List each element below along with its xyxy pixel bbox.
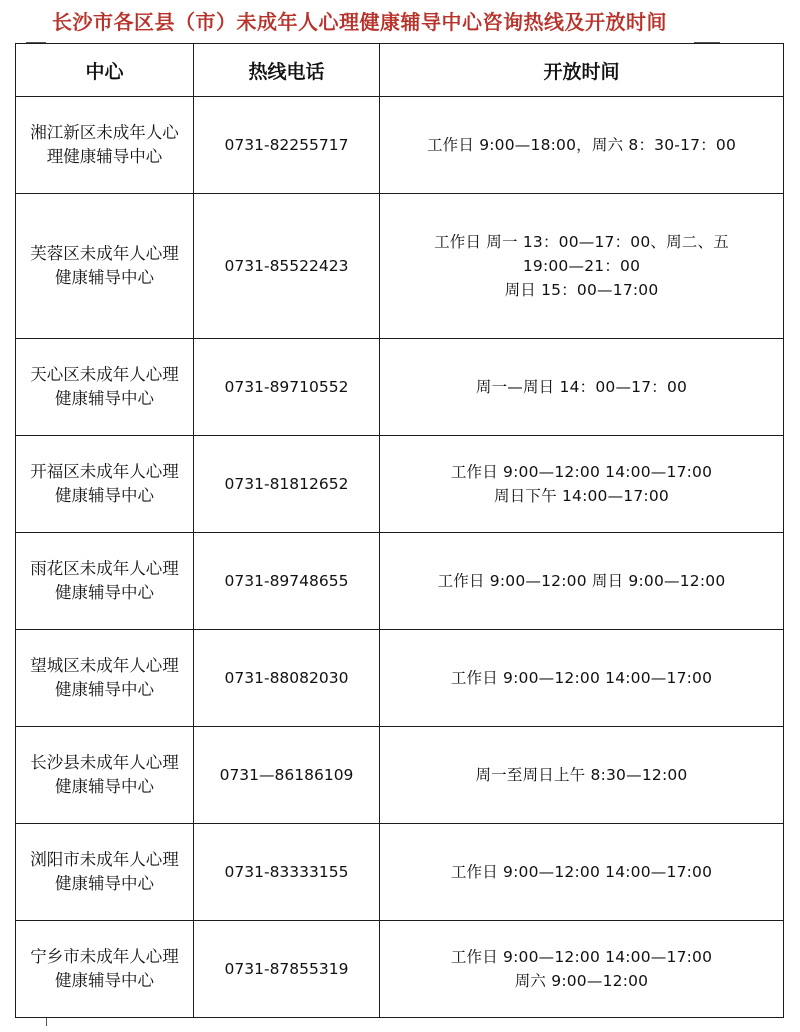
center-name-cell: 湘江新区未成年人心理健康辅导中心 — [16, 97, 194, 194]
center-name-cell: 天心区未成年人心理健康辅导中心 — [16, 339, 194, 436]
center-name-cell: 宁乡市未成年人心理健康辅导中心 — [16, 921, 194, 1018]
center-name-cell: 开福区未成年人心理健康辅导中心 — [16, 436, 194, 533]
center-name-cell: 望城区未成年人心理健康辅导中心 — [16, 630, 194, 727]
hours-cell: 周一—周日 14：00—17：00 — [380, 339, 784, 436]
hotline-cell: 0731—86186109 — [194, 727, 380, 824]
table-row — [16, 339, 784, 436]
hotline-cell: 0731-87855319 — [194, 921, 380, 1018]
hours-cell: 工作日 9:00—12:00 周日 9:00—12:00 — [380, 533, 784, 630]
center-name-cell: 长沙县未成年人心理健康辅导中心 — [16, 727, 194, 824]
hotline-table-container — [15, 43, 783, 1018]
table-row — [16, 533, 784, 630]
center-name-cell: 浏阳市未成年人心理健康辅导中心 — [16, 824, 194, 921]
hotline-cell: 0731-83333155 — [194, 824, 380, 921]
hours-cell: 周一至周日上午 8:30—12:00 — [380, 727, 784, 824]
table-row — [16, 194, 784, 339]
hotline-cell: 0731-88082030 — [194, 630, 380, 727]
hours-cell: 工作日 周一 13：00—17：00、周二、五 19:00—21：00 周日 15：00—17:00 — [380, 194, 784, 339]
table-row — [16, 436, 784, 533]
header-hotline: 热线电话 — [194, 44, 380, 97]
table-header-row — [16, 44, 784, 97]
hotline-cell: 0731-85522423 — [194, 194, 380, 339]
center-name-cell: 芙蓉区未成年人心理健康辅导中心 — [16, 194, 194, 339]
table-row — [16, 921, 784, 1018]
table-row — [16, 727, 784, 824]
hours-cell: 工作日 9:00—12:00 14:00—17:00 — [380, 630, 784, 727]
hours-cell: 工作日 9:00—12:00 14:00—17:00 周日下午 14:00—17:00 — [380, 436, 784, 533]
hours-cell: 工作日 9:00—12:00 14:00—17:00 — [380, 824, 784, 921]
header-hours: 开放时间 — [380, 44, 784, 97]
hours-cell: 工作日 9:00—18:00，周六 8：30-17：00 — [380, 97, 784, 194]
hotline-cell: 0731-89710552 — [194, 339, 380, 436]
hotline-table — [15, 43, 784, 1018]
hours-cell: 工作日 9:00—12:00 14:00—17:00 周六 9:00—12:00 — [380, 921, 784, 1018]
hotline-cell: 0731-81812652 — [194, 436, 380, 533]
table-row — [16, 97, 784, 194]
hotline-cell: 0731-82255717 — [194, 97, 380, 194]
center-name-cell: 雨花区未成年人心理健康辅导中心 — [16, 533, 194, 630]
table-row — [16, 630, 784, 727]
table-row — [16, 824, 784, 921]
page-title: 长沙市各区县（市）未成年人心理健康辅导中心咨询热线及开放时间 — [52, 10, 667, 34]
header-center: 中心 — [16, 44, 194, 97]
page-edge-mark — [46, 1018, 47, 1026]
hotline-cell: 0731-89748655 — [194, 533, 380, 630]
